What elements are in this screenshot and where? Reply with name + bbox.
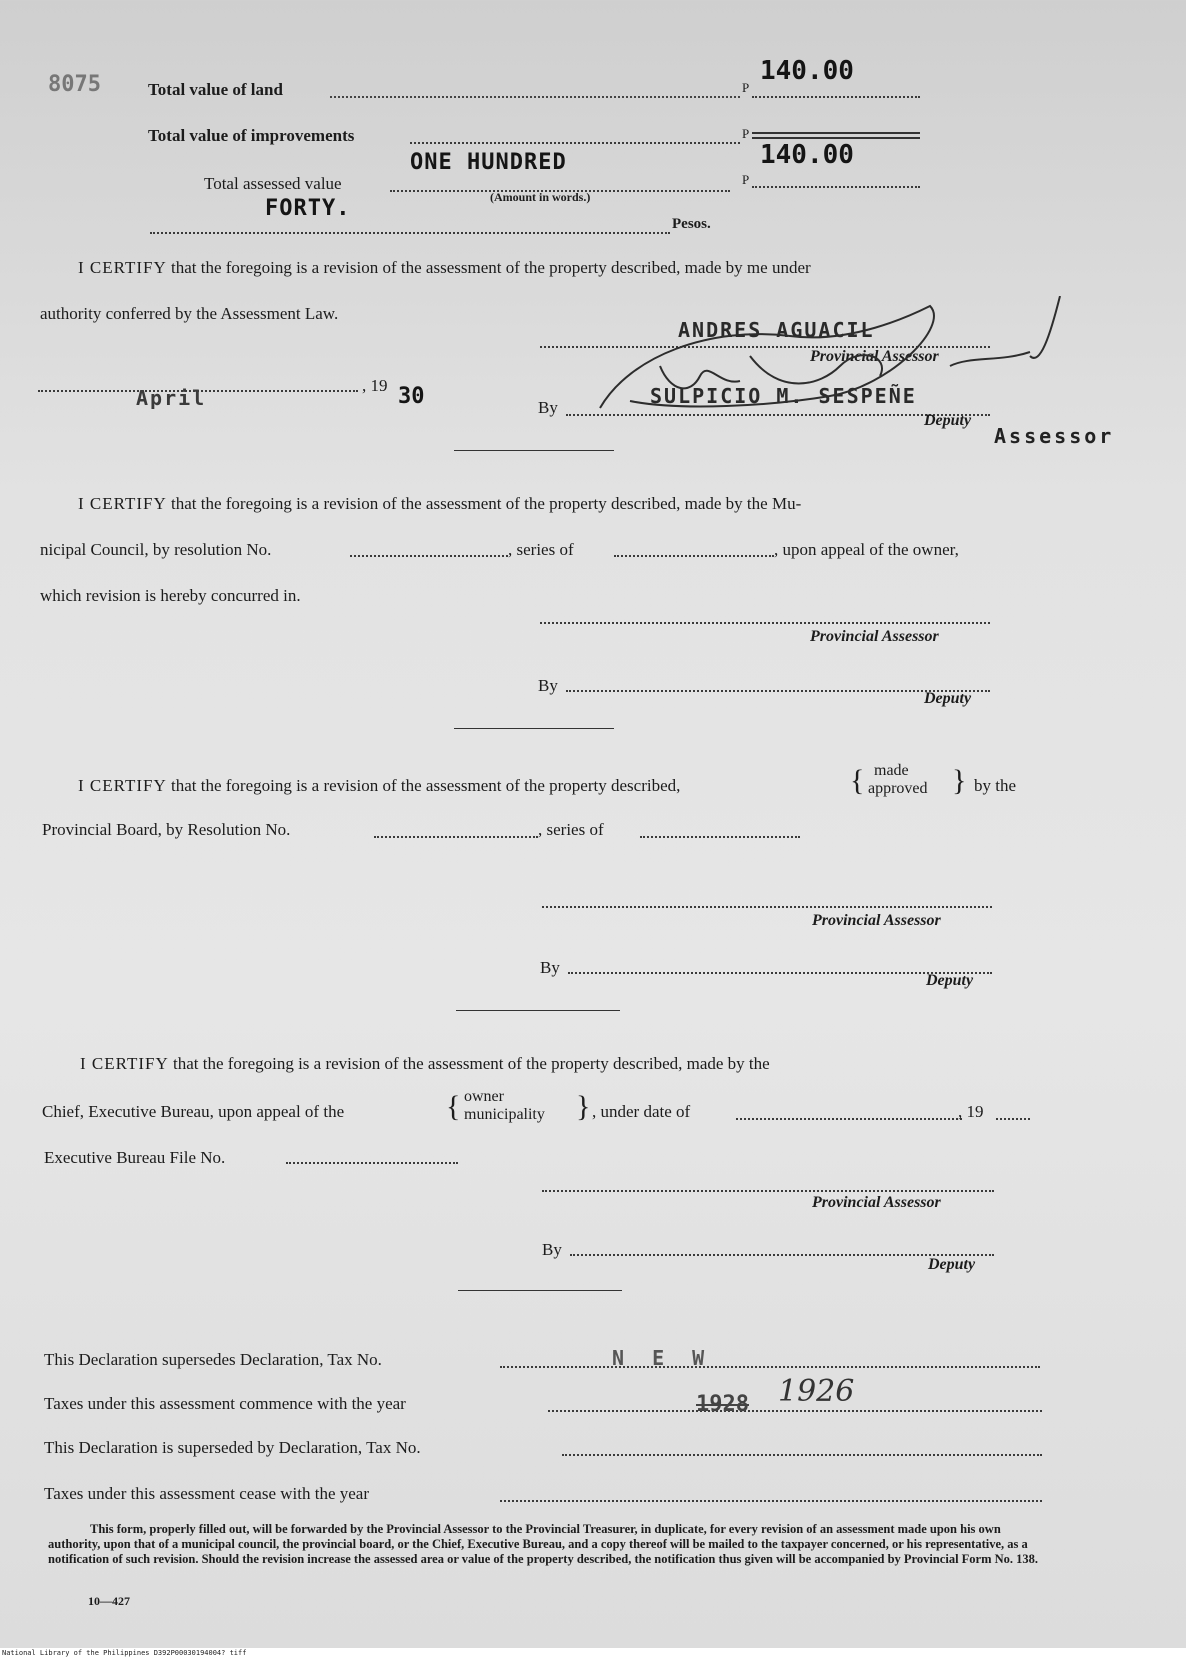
peso-sign: P <box>742 80 750 95</box>
assessor-name-stamp: ANDRES AGUACIL <box>678 318 875 342</box>
improvements-label: Total value of improvements <box>148 126 355 145</box>
option-made: made <box>874 762 909 779</box>
series-field[interactable] <box>640 836 800 838</box>
assessed-value: 140.00 <box>760 140 854 170</box>
peso-sign: P <box>742 172 750 187</box>
assessed-label: Total assessed value <box>204 174 342 193</box>
section-divider <box>456 1010 620 1011</box>
land-label: Total value of land <box>148 80 283 99</box>
year-prefix: , 19 <box>362 376 388 395</box>
date-field[interactable] <box>736 1118 962 1120</box>
certify-label: I CERTIFY <box>78 258 167 277</box>
resolution-no-field[interactable] <box>350 555 508 557</box>
assessor-stamp: Assessor <box>994 424 1115 448</box>
cert3-text: that the foregoing is a revision of the assessment of the property described, <box>170 776 681 795</box>
cert4-text: that the foregoing is a revision of the assessment of the property described, made by the <box>172 1054 770 1073</box>
cert2-line2c: , upon appeal of the owner, <box>774 540 959 559</box>
cert4-line2a: Chief, Executive Bureau, upon appeal of the <box>42 1102 345 1121</box>
corner-mark: 8075 <box>48 72 101 97</box>
pesos-label: Pesos. <box>672 216 711 232</box>
assessor-signature-line[interactable] <box>540 622 990 624</box>
cert1-line2: authority conferred by the Assessment Law. <box>40 304 339 323</box>
land-value: 140.00 <box>760 56 854 86</box>
date-month: April <box>136 386 207 410</box>
cert4-line3: Executive Bureau File No. <box>44 1148 226 1167</box>
assessor-signature-line[interactable] <box>542 906 992 908</box>
assessed-words-line-2: FORTY. <box>265 196 351 221</box>
amount-in-words-caption: (Amount in words.) <box>490 190 591 204</box>
pesos-leader <box>150 232 670 234</box>
cert1-by: By <box>538 398 558 417</box>
certify-label: I CERTIFY <box>78 494 167 513</box>
scan-caption: National Library of the Philippines D392P00030194004? tiff <box>0 1648 1186 1658</box>
certify-label: I CERTIFY <box>78 776 167 795</box>
land-value-line <box>752 96 920 98</box>
cert1-deputy-title: Deputy <box>924 412 972 429</box>
supersedes-value: N E W <box>612 1346 713 1370</box>
form-number: 10—427 <box>88 1594 130 1608</box>
deputy-name-stamp: SULPICIO M. SESPEÑE <box>650 384 917 408</box>
commence-handwritten-year: 1926 <box>778 1374 855 1409</box>
left-brace: { <box>850 764 865 797</box>
superseded-label: This Declaration is superseded by Declaration, Tax No. <box>44 1438 421 1457</box>
peso-sign: P <box>742 126 750 141</box>
cert2-line3: which revision is hereby concurred in. <box>40 586 301 605</box>
cert2-text: that the foregoing is a revision of the assessment of the property described, made by the Mu- <box>170 494 802 513</box>
file-no-field[interactable] <box>286 1162 458 1164</box>
commence-field[interactable] <box>548 1410 1042 1412</box>
cert3-assessor-title: Provincial Assessor <box>812 912 941 929</box>
cert1-line1 <box>78 258 811 278</box>
cert3-line1 <box>78 776 680 796</box>
year-field[interactable] <box>996 1118 1030 1120</box>
assessed-value-line <box>752 186 920 188</box>
cease-label: Taxes under this assessment cease with the year <box>44 1484 370 1503</box>
year-suffix: 30 <box>398 384 425 409</box>
cert2-line2b: , series of <box>508 540 574 559</box>
assessed-words-line-1: ONE HUNDRED <box>410 150 567 175</box>
cert1-text: that the foregoing is a revision of the assessment of the property described, made by me under <box>170 258 811 277</box>
cert3-deputy-title: Deputy <box>926 972 974 989</box>
cert4-by: By <box>542 1240 562 1259</box>
cert4-line2b: , under date of <box>592 1102 691 1121</box>
right-brace: } <box>952 764 967 797</box>
section-divider <box>454 728 614 729</box>
option-owner: owner <box>464 1088 504 1105</box>
option-approved: approved <box>868 780 928 797</box>
commence-label: Taxes under this assessment commence with the year <box>44 1394 406 1413</box>
cert3-line2b: , series of <box>538 820 604 839</box>
commence-typed-year: 1928 <box>696 1392 749 1417</box>
cert4-deputy-title: Deputy <box>928 1256 976 1273</box>
cert3-by-the: by the <box>974 776 1017 795</box>
improvements-rule <box>752 137 920 139</box>
section-divider <box>458 1290 622 1291</box>
cert4-line1 <box>80 1054 770 1074</box>
assessor-signature-line[interactable] <box>542 1190 994 1192</box>
cert3-line2a: Provincial Board, by Resolution No. <box>42 820 291 839</box>
right-brace: } <box>576 1090 591 1123</box>
cert4-assessor-title: Provincial Assessor <box>812 1194 941 1211</box>
resolution-no-field[interactable] <box>374 836 538 838</box>
cert2-line1 <box>78 494 801 514</box>
cert2-line2a: nicipal Council, by resolution No. <box>40 540 272 559</box>
cert3-by: By <box>540 958 560 977</box>
signature-scribble <box>590 296 1090 436</box>
superseded-field[interactable] <box>562 1454 1042 1456</box>
land-leader <box>330 96 740 98</box>
improvements-rule <box>752 132 920 134</box>
improvements-leader <box>410 142 740 144</box>
option-municipality: municipality <box>464 1106 545 1123</box>
section-divider <box>454 450 614 451</box>
certify-label: I CERTIFY <box>80 1054 169 1073</box>
footnote: This form, properly filled out, will be forwarded by the Provincial Assessor to the Provincial Treasurer, in duplicate, for every revision of an assessment made upon his own authority, upon that of a municipal council, the provincial board, or the Chief, Executive Bureau, and a copy thereof will be mailed to the taxpayer concerned, or his representative, as a notification of such revision. Should the revision increase the assessed area or value of the property described, the notification thus given will be accompanied by Provincial Form No. 138. <box>48 1522 1039 1566</box>
cert2-assessor-title: Provincial Assessor <box>810 628 939 645</box>
cert1-assessor-title: Provincial Assessor <box>810 348 939 365</box>
cease-field[interactable] <box>500 1500 1042 1502</box>
left-brace: { <box>446 1090 461 1123</box>
cert2-by: By <box>538 676 558 695</box>
cert4-line2c: , 19 <box>958 1102 984 1121</box>
supersedes-label: This Declaration supersedes Declaration, Tax No. <box>44 1350 382 1369</box>
series-field[interactable] <box>614 555 774 557</box>
supersedes-field[interactable] <box>500 1366 1040 1368</box>
cert2-deputy-title: Deputy <box>924 690 972 707</box>
